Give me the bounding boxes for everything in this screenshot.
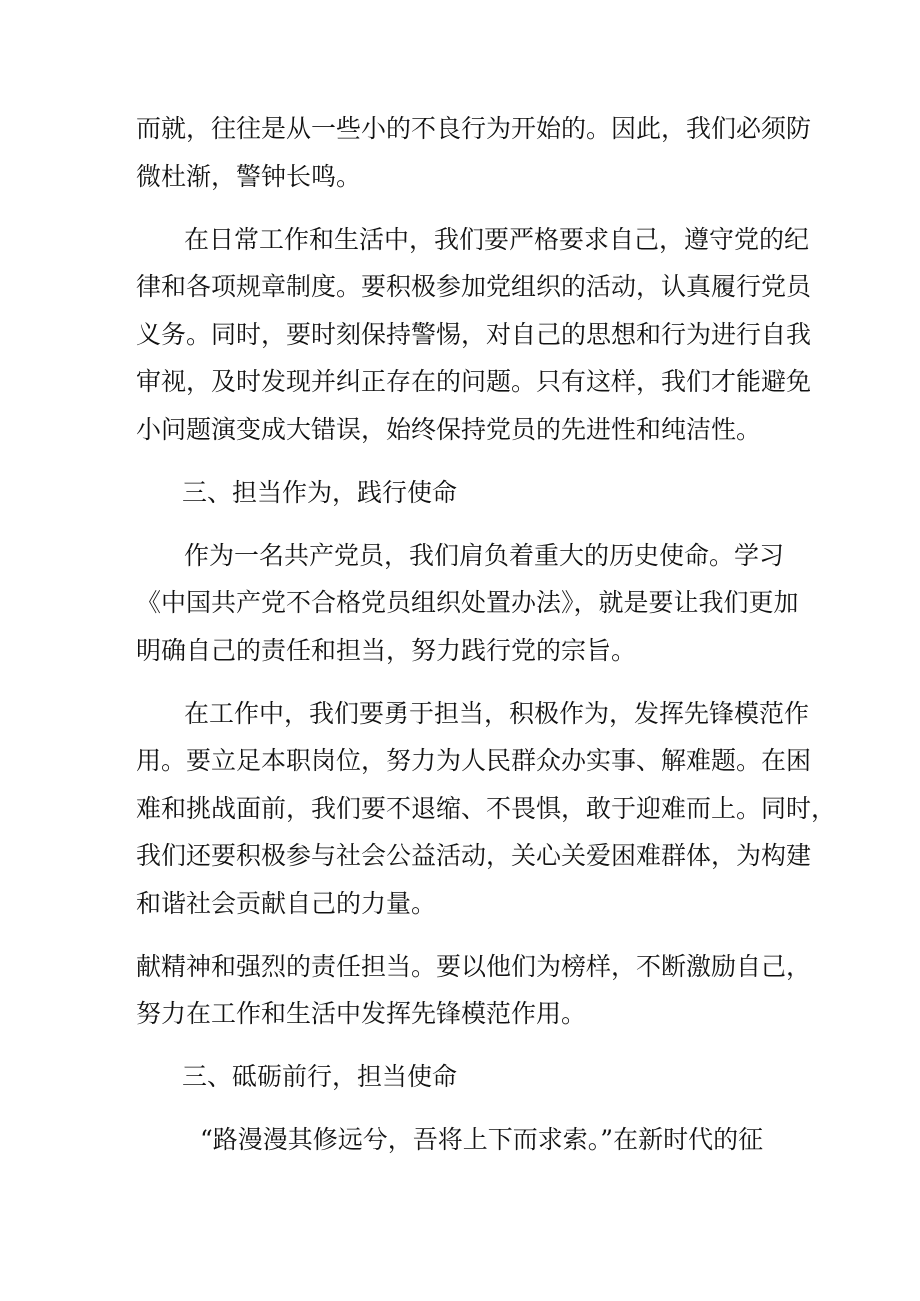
text-line: 小问题演变成大错误，始终保持党员的先进性和纯洁性。 [136, 415, 762, 444]
text-line: 律和各项规章制度。要积极参加党组织的活动，认真履行党员 [136, 272, 812, 301]
text-line: 努力在工作和生活中发挥先锋模范作用。 [136, 999, 587, 1028]
text-line: 献精神和强烈的责任担当。要以他们为榜样，不断激励自己， [136, 952, 812, 981]
text-line: 我们还要积极参与社会公益活动，关心关爱困难群体，为构建 [136, 841, 812, 870]
text-line: 而就，往往是从一些小的不良行为开始的。因此，我们必须防 [136, 114, 812, 143]
text-line: 在日常工作和生活中，我们要严格要求自己，遵守党的纪 [184, 225, 810, 254]
section-heading: 三、担当作为，践行使命 [182, 478, 458, 507]
text-line: 和谐社会贡献自己的力量。 [136, 889, 437, 918]
text-line: “路漫漫其修远兮，吾将上下而求索。”在新时代的征 [200, 1125, 764, 1154]
text-line: 义务。同时，要时刻保持警惕，对自己的思想和行为进行自我 [136, 320, 812, 349]
text-line: 难和挑战面前，我们要不退缩、不畏惧，敢于迎难而上。同时， [136, 794, 837, 823]
text-line: 明确自己的责任和担当，努力践行党的宗旨。 [136, 636, 637, 665]
section-heading: 三、砥砺前行，担当使命 [182, 1062, 458, 1091]
text-line: 在工作中，我们要勇于担当，积极作为，发挥先锋模范作 [184, 699, 810, 728]
text-line: 《中国共产党不合格党员组织处置办法》，就是要让我们更加 [136, 588, 799, 617]
text-line: 审视，及时发现并纠正存在的问题。只有这样，我们才能避免 [136, 367, 812, 396]
text-line: 用。要立足本职岗位，努力为人民群众办实事、解难题。在困 [136, 746, 812, 775]
text-line: 作为一名共产党员，我们肩负着重大的历史使命。学习 [184, 541, 785, 570]
text-line: 微杜渐，警钟长鸣。 [136, 162, 362, 191]
